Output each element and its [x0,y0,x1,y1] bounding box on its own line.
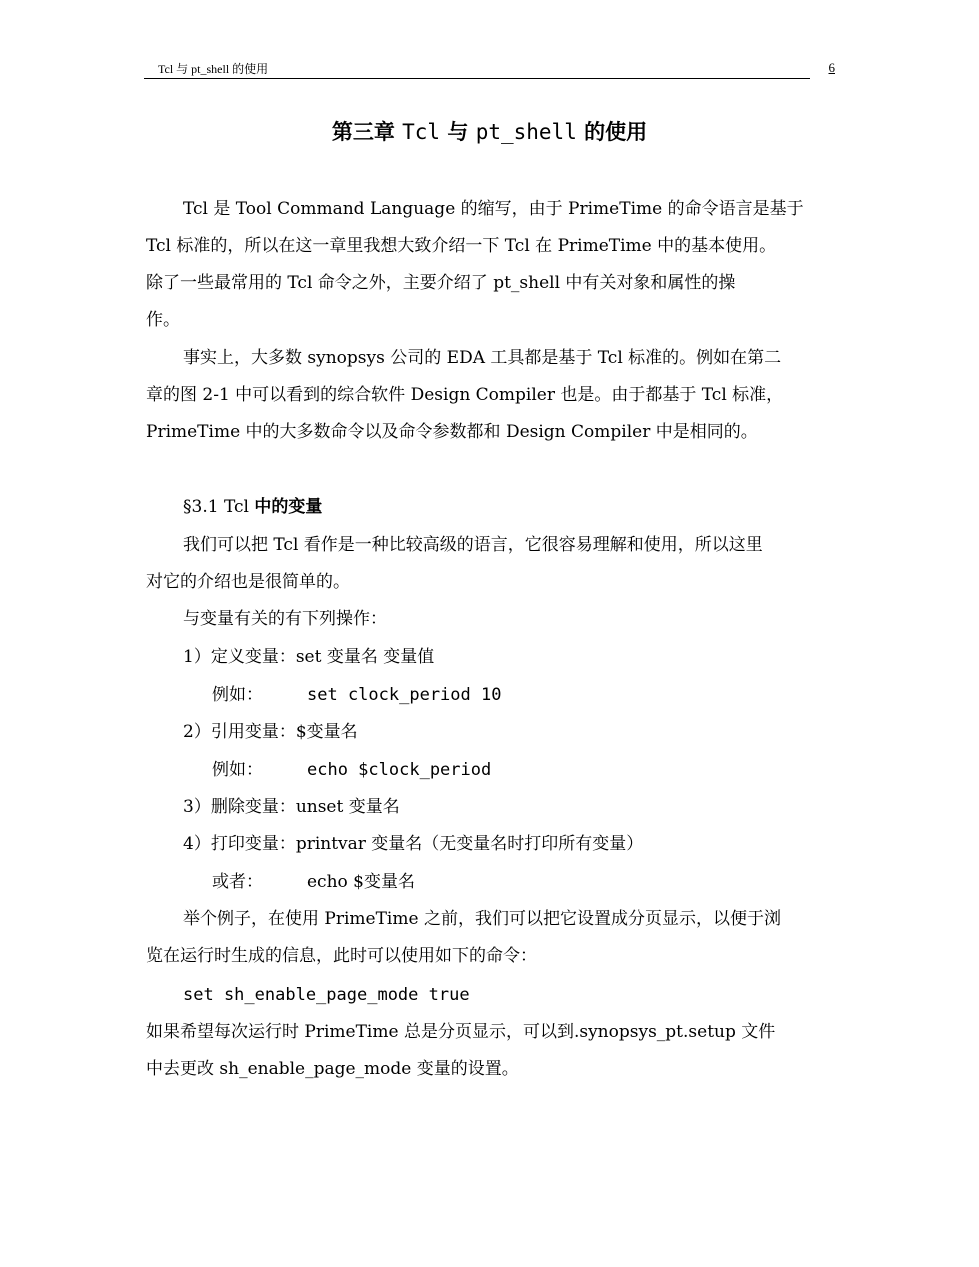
para1-line1: Tcl 是 Tool Command Language 的缩写，由于 PrimeTime 的命令语言是基于 [183,199,804,219]
section-heading [183,496,322,518]
para2-line2: 章的图 2-1 中可以看到的综合软件 Design Compiler 也是。由于都基于 Tcl 标准， [146,385,784,405]
chapter-prefix: 第三章 [331,119,403,144]
list-item-4: 4）打印变量：printvar 变量名（无变量名时打印所有变量） [183,834,644,854]
para4-line2: 中去更改 sh_enable_page_mode 变量的设置。 [146,1059,519,1079]
para1-line4: 作。 [146,310,180,330]
para1-line3: 除了一些最常用的 Tcl 命令之外，主要介绍了 pt_shell 中有关对象和属性的操 [146,273,736,293]
example-code: echo $变量名 [307,872,415,892]
example-label: 例如： [212,685,263,705]
list-item-2: 2）引用变量：$变量名 [183,722,358,742]
code-block: set sh_enable_page_mode true [183,985,470,1005]
sec-line3: 与变量有关的有下列操作： [183,609,387,629]
chapter-code-tcl: Tcl [402,120,441,144]
chapter-mid: 与 [440,119,476,144]
list-item-3: 3）删除变量：unset 变量名 [183,797,400,817]
sec-line1: 我们可以把 Tcl 看作是一种比较高级的语言，它很容易理解和使用，所以这里 [183,535,763,555]
para3-line2: 览在运行时生成的信息，此时可以使用如下的命令： [146,946,537,966]
para1-line2: Tcl 标准的，所以在这一章里我想大致介绍一下 Tcl 在 PrimeTime 中的基本使用。 [146,236,777,256]
example-code: echo $clock_period [307,760,492,780]
section-title: 中的变量 [254,497,323,517]
chapter-title [0,116,979,146]
section-number: §3.1 Tcl [183,497,255,517]
para3-line1: 举个例子，在使用 PrimeTime 之前，我们可以把它设置成分页显示，以便于浏 [183,909,781,929]
example-code: set clock_period 10 [307,685,502,705]
chapter-suffix: 的使用 [576,119,648,144]
list-item-1: 1）定义变量：set 变量名 变量值 [183,647,435,667]
chapter-code-ptshell: pt_shell [475,120,577,144]
list-item-2-example [212,759,492,781]
example-label: 或者： [212,872,263,892]
page-number: 6 [828,60,835,75]
para2-line3: PrimeTime 中的大多数命令以及命令参数都和 Design Compiler 中是相同的。 [146,422,758,442]
sec-line2: 对它的介绍也是很简单的。 [146,572,350,592]
list-item-1-example [212,684,502,706]
running-header [144,58,835,80]
running-title: Tcl 与 pt_shell 的使用 [158,62,269,76]
header-rule [144,78,810,79]
example-label: 例如： [212,760,263,780]
para2-line1: 事实上，大多数 synopsys 公司的 EDA 工具都是基于 Tcl 标准的。例如在第二 [183,348,782,368]
para4-line1: 如果希望每次运行时 PrimeTime 总是分页显示，可以到.synopsys_pt.setup 文件 [146,1022,776,1042]
list-item-4-example [212,871,415,893]
